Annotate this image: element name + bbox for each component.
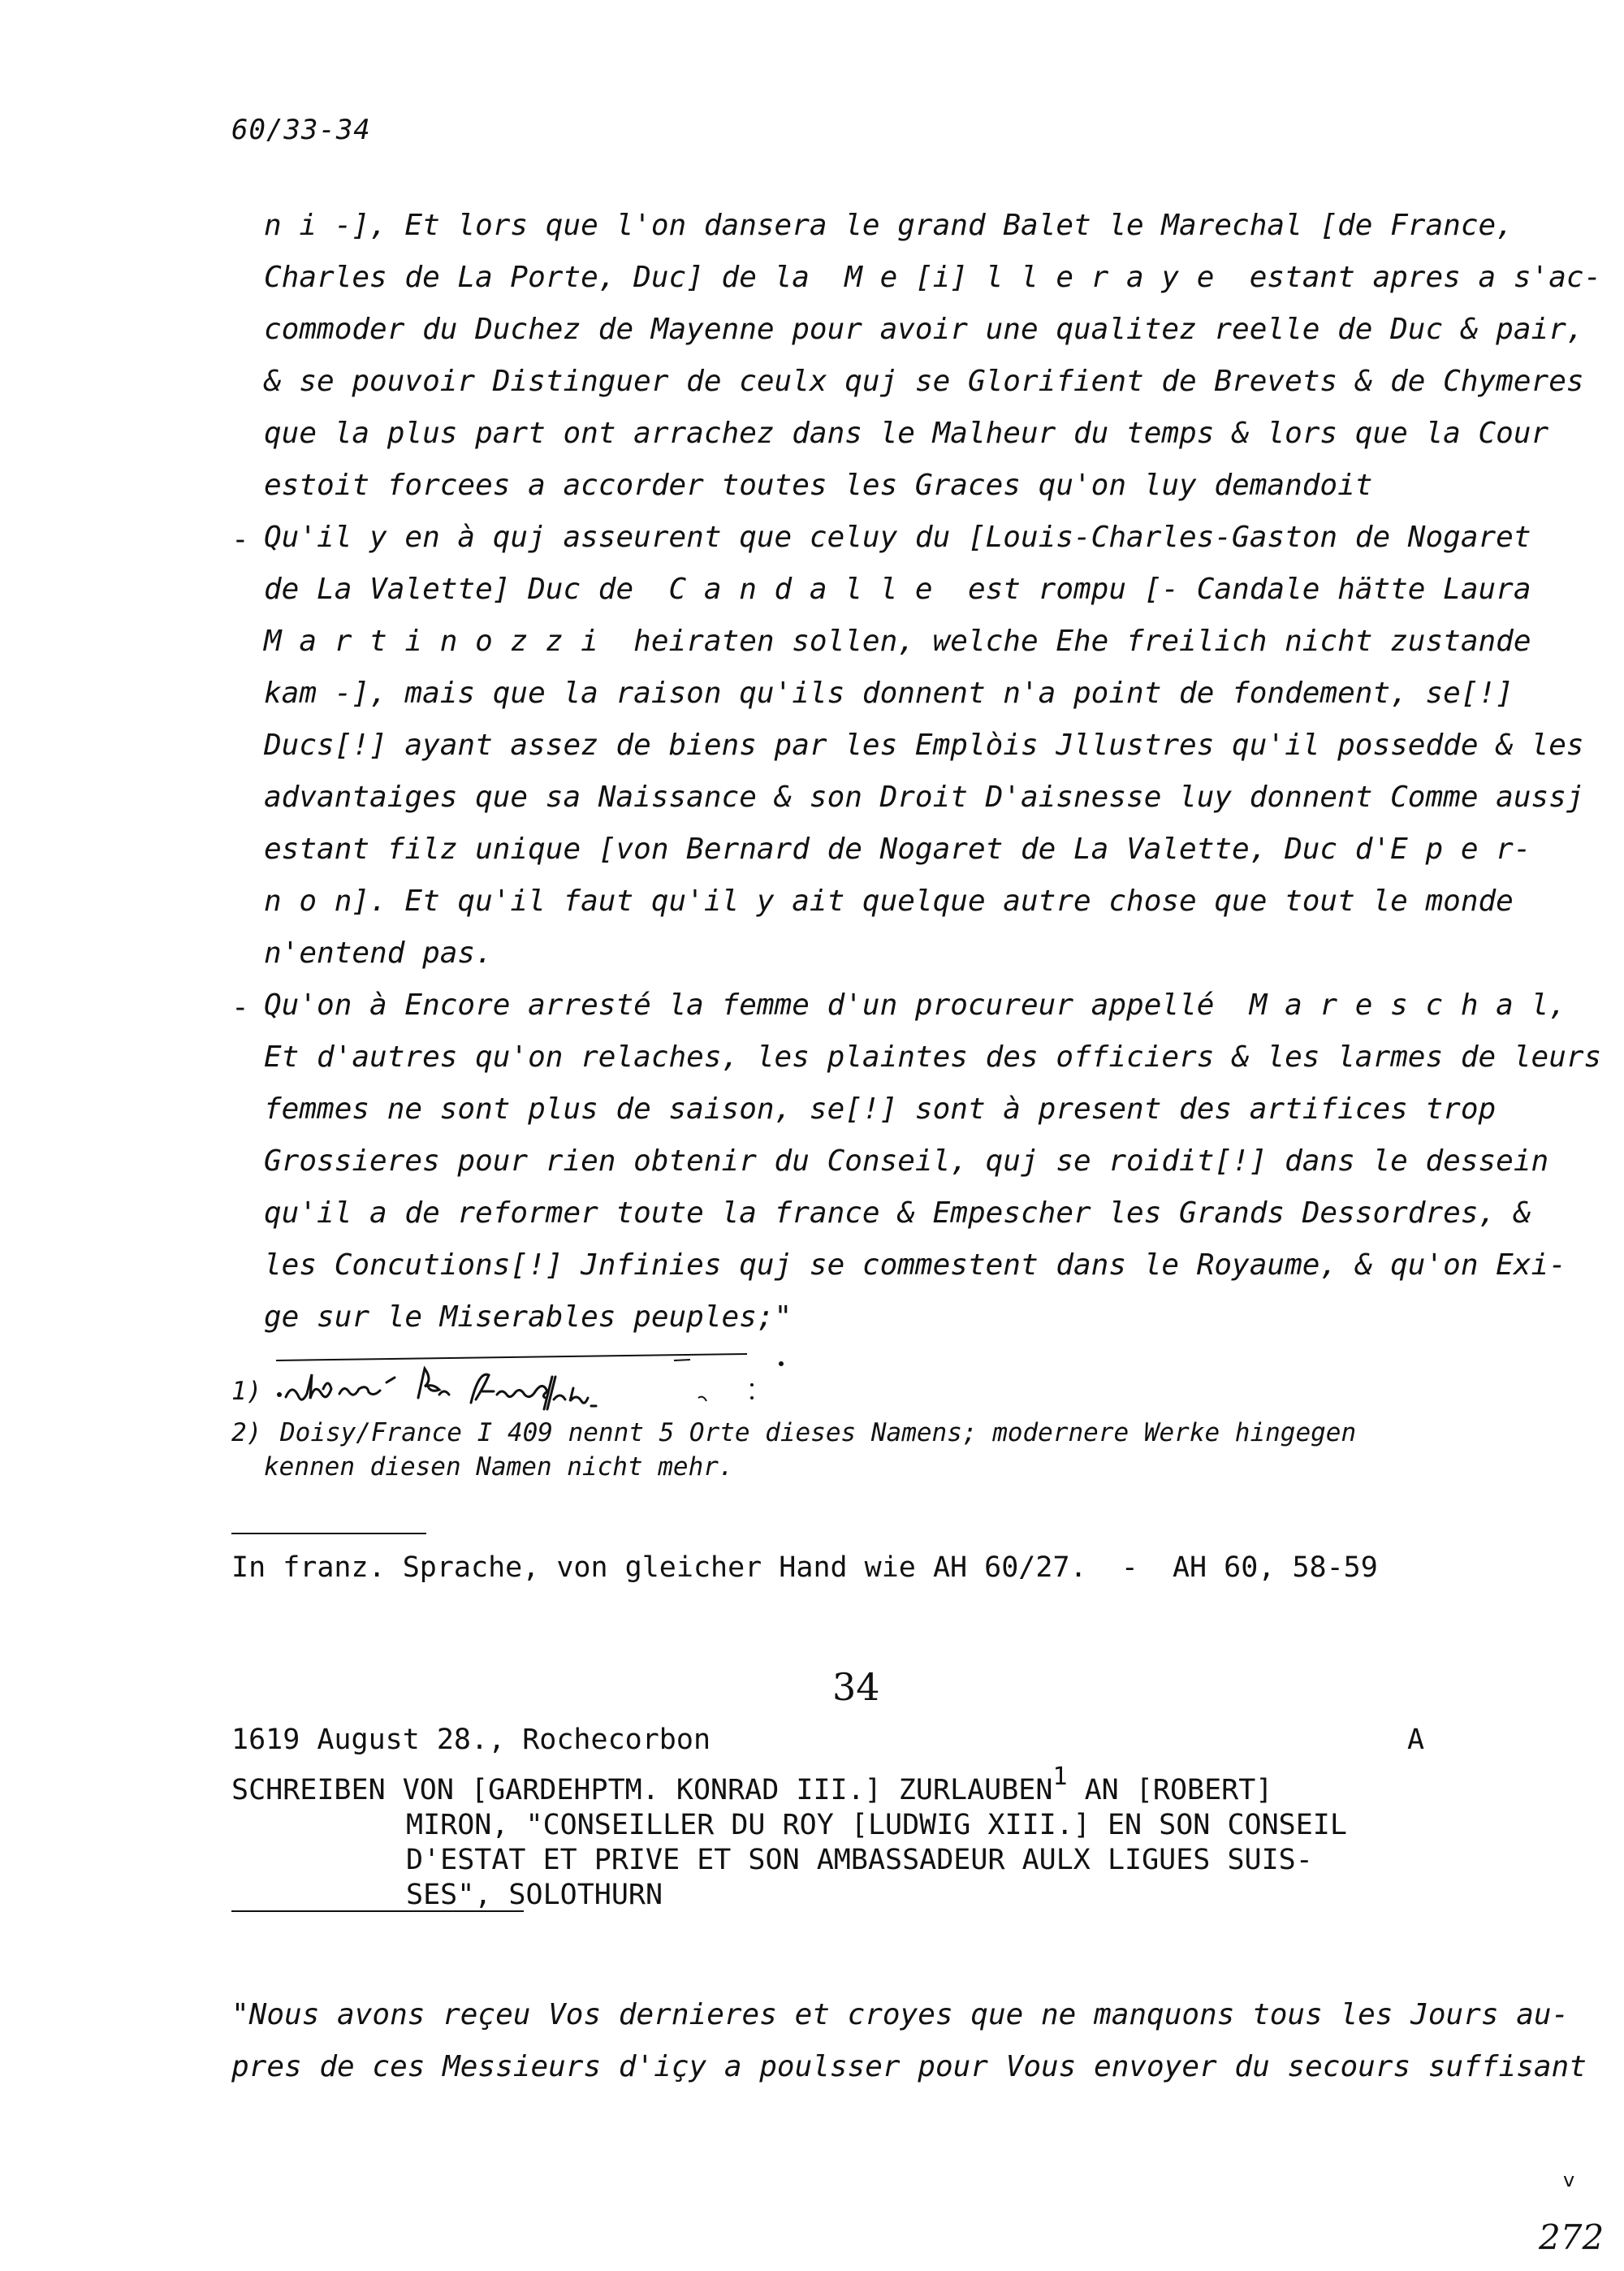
body-line: ge sur le Miserables peuples;" <box>264 1300 793 1334</box>
body-line: qu'il a de reformer toute la france & Empescher les Grands Dessordres, & <box>264 1196 1531 1230</box>
heading-text: SCHREIBEN VON [GARDEHPTM. KONRAD III.] ZURLAUBEN <box>231 1774 1053 1806</box>
body-line: Charles de La Porte, Duc] de la M e [i] l l e r a y e estant apres a s'ac- <box>264 261 1602 294</box>
footnote-2-text: kennen diesen Namen nicht mehr. <box>264 1452 734 1482</box>
body-line: n i -], Et lors que l'on dansera le grand Balet le Marechal [de France, <box>264 209 1514 242</box>
document-type: A <box>1407 1724 1425 1756</box>
body-line: n o n]. Et qu'il faut qu'il y ait quelque autre chose que tout le monde <box>264 885 1514 918</box>
tick-mark: v <box>1563 2169 1575 2191</box>
page-number: 272 <box>1539 2217 1605 2257</box>
body-line: advantaiges que sa Naissance & son Droit D'aisnesse luy donnent Comme aussj <box>264 781 1584 814</box>
body-line: estant filz unique [von Bernard de Nogaret de La Valette, Duc d'E p e r- <box>264 833 1531 866</box>
body-line: M a r t i n o z z i heiraten sollen, welche Ehe freilich nicht zustande <box>264 625 1531 658</box>
body-line: estoit forcees a accorder toutes les Graces qu'on luy demandoit <box>264 469 1373 502</box>
letter-line: "Nous avons reçeu Vos dernieres et croyes que ne manquons tous les Jours au- <box>231 1998 1570 2031</box>
heading-line: SES", SOLOTHURN <box>406 1879 663 1911</box>
body-line: Qu'on à Encore arresté la femme d'un procureur appellé M a r e s c h a l, <box>264 988 1566 1022</box>
body-line: Ducs[!] ayant assez de biens par les Emplòis Jllustres qu'il possedde & les <box>264 729 1584 762</box>
body-line: Grossieres pour rien obtenir du Conseil, quj se roidit[!] dans le dessein <box>264 1144 1549 1178</box>
footnote-1-label: 1) <box>231 1377 262 1406</box>
handwritten-annotation-icon <box>268 1352 804 1417</box>
divider <box>231 1533 426 1534</box>
heading-line: D'ESTAT ET PRIVE ET SON AMBASSADEUR AULX LIGUES SUIS- <box>406 1844 1313 1876</box>
letter-line: pres de ces Messieurs d'içy a poulsser pour Vous envoyer du secours suffisant <box>231 2050 1587 2083</box>
body-line: Qu'il y en à quj asseurent que celuy du [Louis-Charles-Gaston de Nogaret <box>264 521 1531 554</box>
body-line: femmes ne sont plus de saison, se[!] sont à present des artifices trop <box>264 1092 1497 1126</box>
body-line: & se pouvoir Distinguer de ceulx quj se Glorifient de Brevets & de Chymeres <box>264 365 1584 398</box>
body-line: n'entend pas. <box>264 937 493 970</box>
body-line: kam -], mais que la raison qu'ils donnent n'a point de fondement, se[!] <box>264 677 1514 710</box>
list-dash: - <box>231 991 249 1024</box>
body-line: commoder du Duchez de Mayenne pour avoir une qualitez reelle de Duc & pair, <box>264 313 1584 346</box>
body-line: les Concutions[!] Jnfinies quj se commestent dans le Royaume, & qu'on Exi- <box>264 1248 1566 1282</box>
page-reference: 60/33-34 <box>231 114 371 146</box>
heading-line: MIRON, "CONSEILLER DU ROY [LUDWIG XIII.] EN SON CONSEIL <box>406 1809 1347 1841</box>
body-line: de La Valette] Duc de C a n d a l l e est rompu [- Candale hätte Laura <box>264 573 1531 606</box>
body-line: Et d'autres qu'on relaches, les plaintes des officiers & les larmes de leurs <box>264 1040 1602 1074</box>
source-note: In franz. Sprache, von gleicher Hand wie AH 60/27. - AH 60, 58-59 <box>231 1551 1378 1584</box>
heading-text: AN [ROBERT] <box>1067 1774 1273 1806</box>
divider <box>231 1910 524 1912</box>
heading-line <box>231 1763 1273 1806</box>
document-number: 34 <box>832 1665 880 1709</box>
footnote-ref: 1 <box>1052 1763 1068 1791</box>
list-dash: - <box>231 523 249 556</box>
date-place: 1619 August 28., Rochecorbon <box>231 1724 711 1756</box>
footnote-2-text: Doisy/France I 409 nennt 5 Orte dieses Namens; modernere Werke hingegen <box>280 1418 1357 1447</box>
footnote-2-label: 2) <box>231 1418 262 1447</box>
body-line: que la plus part ont arrachez dans le Malheur du temps & lors que la Cour <box>264 417 1549 450</box>
